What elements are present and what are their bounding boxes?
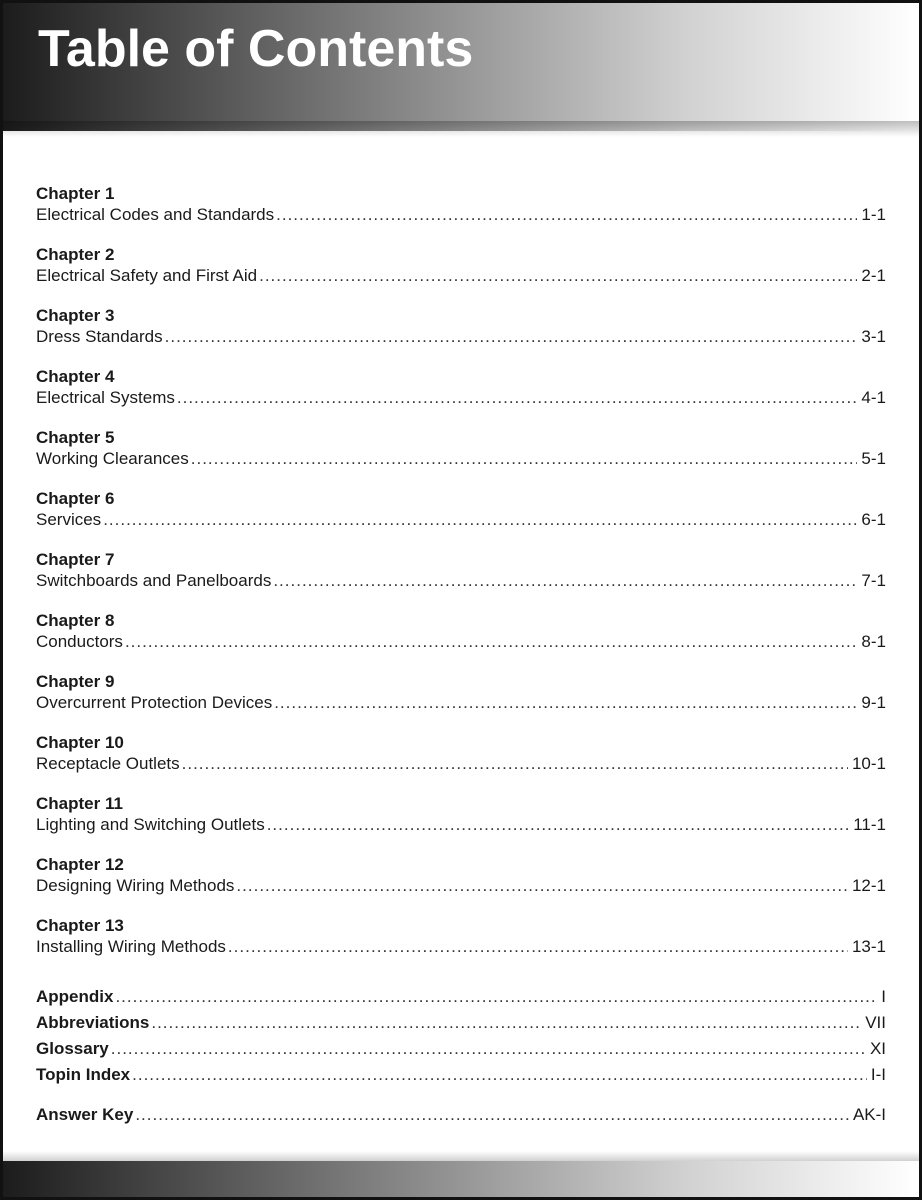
dot-leader — [274, 692, 857, 713]
dot-leader — [115, 984, 877, 1010]
chapter-label: Chapter 9 — [36, 672, 115, 691]
toc-chapter — [36, 732, 886, 793]
toc-entry[interactable] — [36, 326, 886, 347]
toc-entry-page: 9-1 — [861, 693, 886, 712]
toc-entry[interactable] — [36, 692, 886, 713]
toc-entry-page: I-I — [870, 1065, 886, 1084]
toc-entry[interactable] — [36, 753, 886, 774]
toc-entry-page: 13-1 — [851, 937, 886, 956]
dot-leader — [125, 631, 857, 652]
toc-entry[interactable] — [36, 936, 886, 957]
toc-entry-page: VII — [865, 1013, 886, 1032]
dot-leader — [111, 1036, 866, 1062]
page-title: Table of Contents — [38, 20, 474, 78]
toc-entry-title: Dress Standards — [36, 327, 163, 346]
toc-entry-page: 3-1 — [861, 327, 886, 346]
toc-entry[interactable] — [36, 204, 886, 225]
toc-entry[interactable] — [36, 814, 886, 835]
toc-entry-back-matter[interactable] — [36, 1010, 886, 1036]
chapter-label: Chapter 6 — [36, 489, 115, 508]
dot-leader — [165, 326, 858, 347]
chapter-label: Chapter 7 — [36, 550, 115, 569]
toc-entry-title: Installing Wiring Methods — [36, 937, 226, 956]
toc-entry-title: Receptacle Outlets — [36, 754, 180, 773]
toc-entry-page: 10-1 — [851, 754, 886, 773]
dot-leader — [135, 1102, 849, 1128]
toc-chapter — [36, 366, 886, 427]
table-of-contents — [36, 183, 886, 1128]
toc-entry-title: Designing Wiring Methods — [36, 876, 235, 895]
chapter-label: Chapter 13 — [36, 916, 124, 935]
dot-leader — [182, 753, 848, 774]
dot-leader — [132, 1062, 867, 1088]
toc-entry-answer-key[interactable] — [36, 1102, 886, 1128]
dot-leader — [276, 204, 857, 225]
toc-chapter — [36, 671, 886, 732]
toc-chapter — [36, 305, 886, 366]
toc-entry-page: 8-1 — [861, 632, 886, 651]
toc-chapter — [36, 427, 886, 488]
toc-chapter — [36, 915, 886, 976]
toc-entry-page: XI — [869, 1039, 886, 1058]
dot-leader — [228, 936, 848, 957]
dot-leader — [103, 509, 857, 530]
dot-leader — [236, 875, 848, 896]
toc-entry-page: 6-1 — [861, 510, 886, 529]
toc-entry-title: Electrical Codes and Standards — [36, 205, 275, 224]
toc-chapter — [36, 549, 886, 610]
dot-leader — [191, 448, 858, 469]
toc-entry-page: 5-1 — [861, 449, 886, 468]
toc-chapter — [36, 244, 886, 305]
toc-chapter — [36, 610, 886, 671]
toc-entry-title: Abbreviations — [36, 1013, 150, 1032]
chapter-label: Chapter 3 — [36, 306, 115, 325]
toc-entry[interactable] — [36, 265, 886, 286]
toc-entry-page: 4-1 — [861, 388, 886, 407]
toc-entry[interactable] — [36, 875, 886, 896]
toc-entry[interactable] — [36, 387, 886, 408]
toc-chapter — [36, 488, 886, 549]
toc-entry[interactable] — [36, 509, 886, 530]
toc-entry[interactable] — [36, 570, 886, 591]
toc-entry-back-matter[interactable] — [36, 1036, 886, 1062]
toc-chapter — [36, 793, 886, 854]
toc-chapter — [36, 183, 886, 244]
chapter-list — [36, 183, 886, 976]
toc-entry-page: 1-1 — [861, 205, 886, 224]
toc-entry-title: Glossary — [36, 1039, 109, 1058]
toc-entry-page: 2-1 — [861, 266, 886, 285]
dot-leader — [273, 570, 857, 591]
header-banner — [3, 3, 919, 131]
footer-shadow — [3, 1151, 919, 1161]
chapter-label: Chapter 12 — [36, 855, 124, 874]
header-shadow — [3, 121, 919, 137]
toc-chapter — [36, 854, 886, 915]
toc-entry-title: Switchboards and Panelboards — [36, 571, 272, 590]
toc-entry[interactable] — [36, 448, 886, 469]
dot-leader — [259, 265, 857, 286]
toc-entry-title: Appendix — [36, 987, 114, 1006]
chapter-label: Chapter 5 — [36, 428, 115, 447]
toc-entry-title: Services — [36, 510, 102, 529]
chapter-label: Chapter 1 — [36, 184, 115, 203]
back-matter-list — [36, 984, 886, 1128]
dot-leader — [267, 814, 850, 835]
chapter-label: Chapter 11 — [36, 794, 123, 813]
toc-entry[interactable] — [36, 631, 886, 652]
toc-entry-title: Overcurrent Protection Devices — [36, 693, 273, 712]
toc-entry-title: Topin Index — [36, 1065, 131, 1084]
toc-entry-page: AK-I — [852, 1105, 886, 1124]
toc-entry-title: Lighting and Switching Outlets — [36, 815, 265, 834]
footer-banner — [3, 1161, 919, 1197]
chapter-label: Chapter 2 — [36, 245, 115, 264]
toc-entry-title: Electrical Systems — [36, 388, 175, 407]
toc-entry-page: 11-1 — [853, 815, 886, 834]
toc-entry-page: I — [881, 987, 886, 1006]
toc-entry-back-matter[interactable] — [36, 1062, 886, 1088]
chapter-label: Chapter 4 — [36, 367, 115, 386]
chapter-label: Chapter 8 — [36, 611, 115, 630]
dot-leader — [177, 387, 858, 408]
toc-entry-page: 12-1 — [851, 876, 886, 895]
toc-entry-page: 7-1 — [861, 571, 886, 590]
toc-entry-title: Electrical Safety and First Aid — [36, 266, 258, 285]
chapter-label: Chapter 10 — [36, 733, 124, 752]
toc-entry-title: Answer Key — [36, 1105, 134, 1124]
toc-entry-back-matter[interactable] — [36, 984, 886, 1010]
dot-leader — [151, 1010, 861, 1036]
toc-entry-title: Working Clearances — [36, 449, 189, 468]
toc-entry-title: Conductors — [36, 632, 123, 651]
